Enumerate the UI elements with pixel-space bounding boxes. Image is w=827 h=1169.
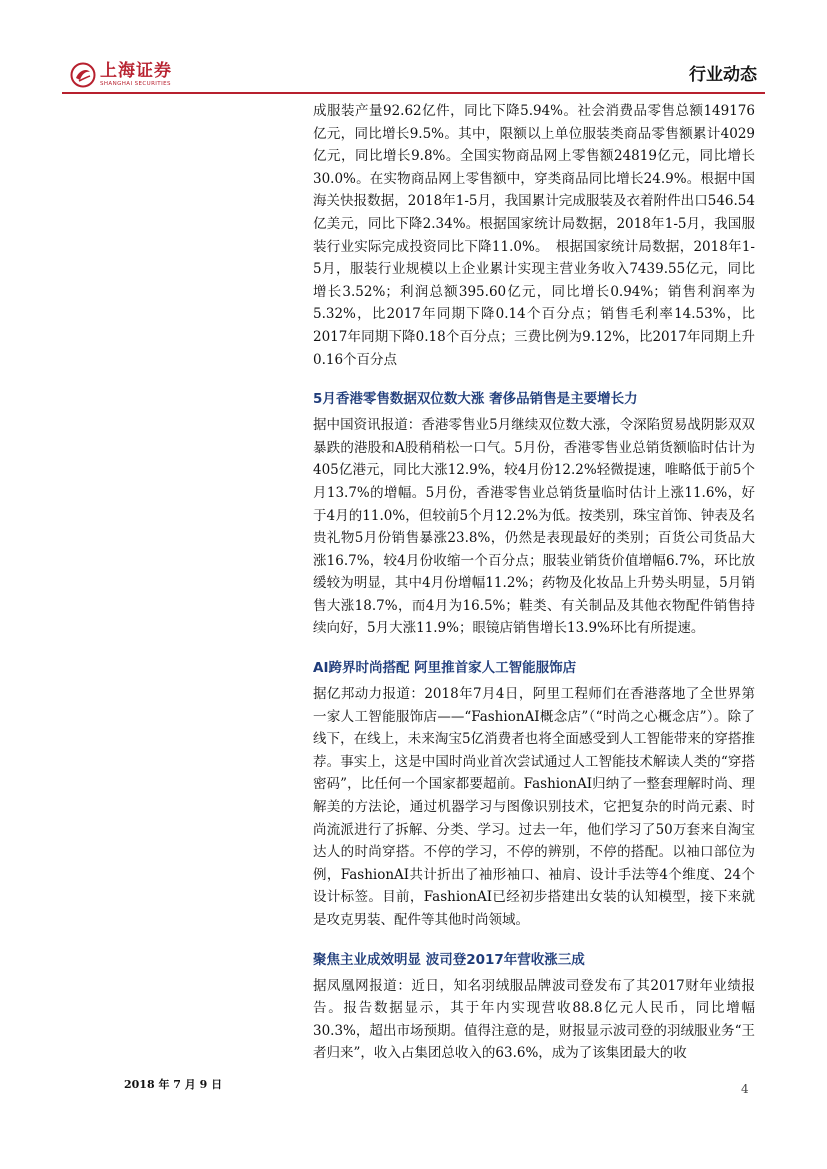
section-heading-bosideng: 聚焦主业成效明显 波司登2017年营收涨三成 [313, 951, 585, 968]
report-date: 2018 年 7 月 9 日 [124, 1078, 223, 1091]
intro-paragraph: 成服装产量92.62亿件，同比下降5.94%。社会消费品零售总额149176亿元，同比增长9.5%。其中，限额以上单位服装类商品零售额累计4029亿元，同比增长9.8%。全国实物商品网上零售额24819亿元，同比增长30.0%。在实物商品网上零售额中，穿类商品同比增长24.9%。根据中国海关快报数据，2018年1-5月，我国累计完成服装及衣着附件出口546.54亿美元，同比下降2.34%。根据国家统计局数据，2018年1-5月，我国服装行业实际完成投资同比下降11.0%。 根据国家统计局数据，2018年1-5月，服装行业规模以上企业累计实现主营业务收入7439.55亿元，同比增长3.52%；利润总额395.60亿元，同比增长0.94%；销售利润率为5.32%，比2017年同期下降0.14个百分点；销售毛利率14.53%，比 2017年同期下降0.18个百分点；三费比例为9.12%，比2017年同期上升0.16个百分点 [313, 103, 755, 368]
section-text-bosideng: 据凤凰网报道：近日，知名羽绒服品牌波司登发布了其2017财年业绩报告。报告数据显示，其于年内实现营收88.8亿元人民币，同比增幅30.3%，超出市场预期。值得注意的是，财报显示波司登的羽绒服业务“王者归来”，收入占集团总收入的63.6%，成为了该集团最大的收 [313, 977, 755, 1062]
page-number: 4 [741, 1082, 749, 1096]
brand-logo [70, 60, 230, 90]
header-divider [62, 92, 765, 94]
brand-name-cn: 上海证券 [100, 61, 172, 81]
section-text-ai-fashion: 据亿邦动力报道：2018年7月4日，阿里工程师们在香港落地了全世界第一家人工智能服饰店——“FashionAI概念店”（“时尚之心概念店”）。除了线下，在线上，未来淘宝5亿消费者也将全面感受到人工智能带来的穿搭推荐。事实上，这是中国时尚业首次尝试通过人工智能技术解读人类的“穿搭密码”，比任何一个国家都要超前。FashionAI归纳了一整套理解时尚、理解美的方法论，通过机器学习与图像识别技术，它把复杂的时尚元素、时尚流派进行了拆解、分类、学习。过去一年，他们学习了50万套来自淘宝达人的时尚穿搭。不停的学习，不停的辨别，不停的搭配。以袖口部位为例，FashionAI共计折出了袖形袖口、袖肩、设计手法等4个维度、24个设计标签。目前，FashionAI已经初步搭建出女装的认知模型，接下来就是攻克男装、配件等其他时尚领域。 [313, 686, 755, 928]
brand-name-en: SHANGHAI SECURITIES [100, 81, 171, 87]
brand-emblem-icon [70, 62, 96, 88]
section-title: 行业动态 [689, 65, 757, 85]
section-text-hk-retail: 据中国资讯报道：香港零售业5月继续双位数大涨，令深陷贸易战阴影双双暴跌的港股和A股稍稍松一口气。5月份，香港零售业总销货额临时估计为405亿港元，同比大涨12.9%，较4月份12.2%轻微提速，唯略低于前5个月13.7%的增幅。5月份，香港零售业总销货量临时估计上涨11.6%，好于4月的11.0%，但较前5个月12.2%为低。按类别，珠宝首饰、钟表及名贵礼物5月份销售暴涨23.8%，仍然是表现最好的类别；百货公司货品大涨16.7%，较4月份收缩一个百分点；服装业销货价值增幅6.7%，环比放缓较为明显，其中4月份增幅11.2%；药物及化妆品上升势头明显，5月销售大涨18.7%，而4月为16.5%；鞋类、有关制品及其他衣物配件销售持续向好，5月大涨11.9%；眼镜店销售增长13.9%环比有所提速。 [313, 417, 755, 637]
page-header [62, 56, 765, 92]
article-body [313, 100, 755, 1065]
section-heading-hk-retail: 5月香港零售数据双位数大涨 奢侈品销售是主要增长力 [313, 391, 638, 408]
section-heading-ai-fashion: AI跨界时尚搭配 阿里推首家人工智能服饰店 [313, 660, 577, 677]
